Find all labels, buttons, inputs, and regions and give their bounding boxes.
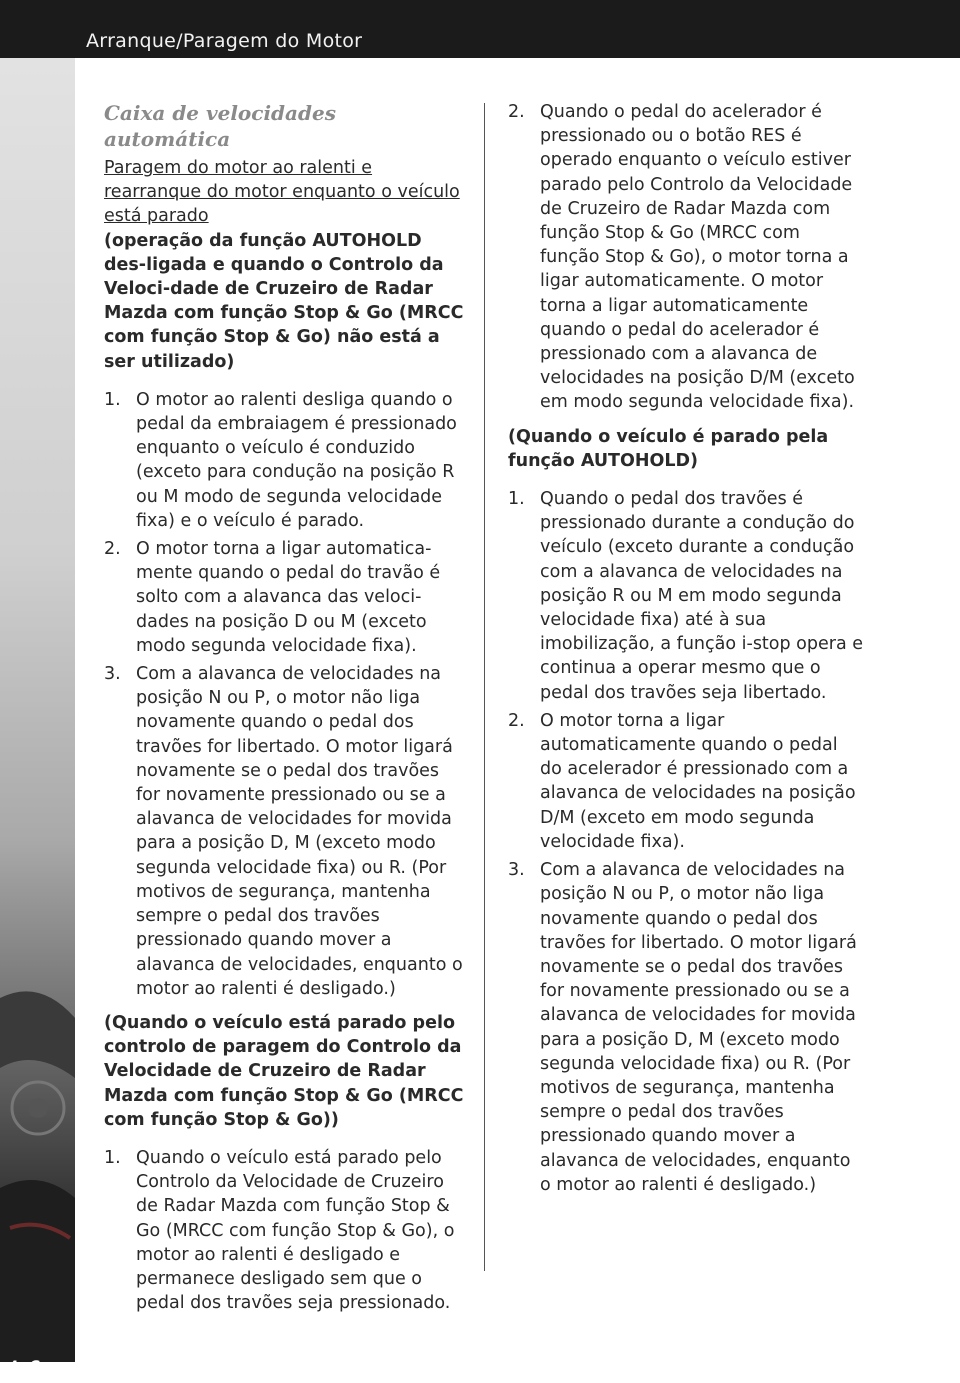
step-list (104, 388, 466, 1001)
list-item (104, 662, 466, 1001)
list-item (104, 388, 466, 533)
item-text: Com a alavanca de velocidades na posição N ou P, o motor não liga novamente quando o pedal dos travões for libertado. O motor ligará novamente se o pedal dos travões for novamente pressionado ou se a alavanca de velocidades for movida para a posição D, M (exceto modo segunda velocidade fixa) ou R. (Por motivos de segurança, mantenha sempre o pedal dos travões pressionado quando mover a alavanca de velocidades, enquanto o motor ao ralenti é desligado.) (136, 664, 463, 999)
item-text: Quando o pedal dos travões é pressionado durante a condução do veículo (exceto durante a condução com a alavanca de velocidades na posição R ou M em modo segunda velocidade fixa) até à sua imobilização, a função i-stop opera e continua a operar mesmo que o pedal dos travões seja libertado. (540, 489, 864, 703)
list-item (508, 858, 863, 1197)
subsection-heading: Paragem do motor ao ralenti e rearranque do motor enquanto o veículo está parado (104, 158, 460, 227)
condition-heading: (Quando o veículo é parado pela função AUTOHOLD) (508, 426, 829, 471)
step-list (508, 487, 863, 1197)
step-list (104, 1146, 466, 1315)
header-title: Arranque/Paragem do Motor (86, 30, 363, 52)
item-number: 3. (508, 860, 525, 881)
item-text: Quando o veículo está parado pelo Controlo da Velocidade de Cruzeiro de Radar Mazda com função Stop & Go (MRCC com função Stop & Go), o motor ao ralenti é desligado e permanece desligado sem que o pedal dos travões seja pressionado. (136, 1147, 455, 1314)
list-item (508, 487, 863, 705)
item-text: Quando o pedal do acelerador é pressionado ou o botão RES é operado enquanto o veículo estiver parado pelo Controlo da Velocidade de Cruzeiro de Radar Mazda com função Stop & Go (MRCC com função Stop & Go), o motor torna a ligar automaticamente. O motor torna a ligar automaticamente quando o pedal do acelerador é pressionado com a alavanca de velocidades na posição D/M (exceto em modo segunda velocidade fixa). (540, 102, 855, 413)
list-item (508, 100, 863, 415)
list-item (104, 537, 466, 658)
item-number: 2. (508, 102, 525, 122)
item-text: O motor torna a ligar automatica-mente quando o pedal do travão é solto com a alavanca das veloci-dades na posição D ou M (exceto modo segunda velocidade fixa). (136, 539, 441, 656)
item-text: O motor ao ralenti desliga quando o pedal da embraiagem é pressionado enquanto o veículo é conduzido (exceto para condução na posição R ou M modo de segunda velocidade fixa) e o veículo é parado. (136, 389, 457, 531)
item-number: 1. (104, 1147, 121, 1168)
page-header (0, 0, 960, 58)
section-title: Caixa de velocidades automática (104, 101, 336, 151)
step-list (508, 100, 863, 415)
item-text: Com a alavanca de velocidades na posição N ou P, o motor não liga novamente quando o pedal dos travões for libertado. O motor ligará novamente se o pedal dos travões for novamente pressionado ou se a alavanca de velocidades for movida para a posição D, M (exceto modo segunda velocidade fixa) ou R. (Por motivos de segurança, mantenha sempre o pedal dos travões pressionado quando mover a alavanca de velocidades, enquanto o motor ao ralenti é desligado.) (540, 860, 857, 1195)
left-column (104, 100, 466, 1325)
list-item (508, 709, 863, 854)
column-divider (484, 103, 485, 1271)
sidebar-photo-strip (0, 58, 75, 1383)
item-number: 1. (104, 389, 121, 410)
item-text: O motor torna a ligar automaticamente quando o pedal do acelerador é pressionado com a alavanca de velocidades na posição D/M (exceto em modo segunda velocidade fixa). (540, 710, 856, 852)
right-column (508, 100, 863, 1207)
page-number: 4-6 (6, 1358, 42, 1383)
car-interior-image (0, 938, 75, 1362)
condition-heading: (operação da função AUTOHOLD des-ligada e quando o Controlo da Veloci-dade de Cruzeiro de Radar Mazda com função Stop & Go (MRCC com função Stop & Go) não está a ser utilizado) (104, 230, 464, 372)
item-number: 3. (104, 664, 121, 685)
item-number: 1. (508, 489, 525, 510)
list-item (104, 1146, 466, 1315)
condition-heading: (Quando o veículo está parado pelo controlo de paragem do Controlo da Velocidade de Cruzeiro de Radar Mazda com função Stop & Go (MRCC com função Stop & Go)) (104, 1012, 464, 1130)
item-number: 2. (508, 710, 525, 731)
item-number: 2. (104, 539, 121, 560)
